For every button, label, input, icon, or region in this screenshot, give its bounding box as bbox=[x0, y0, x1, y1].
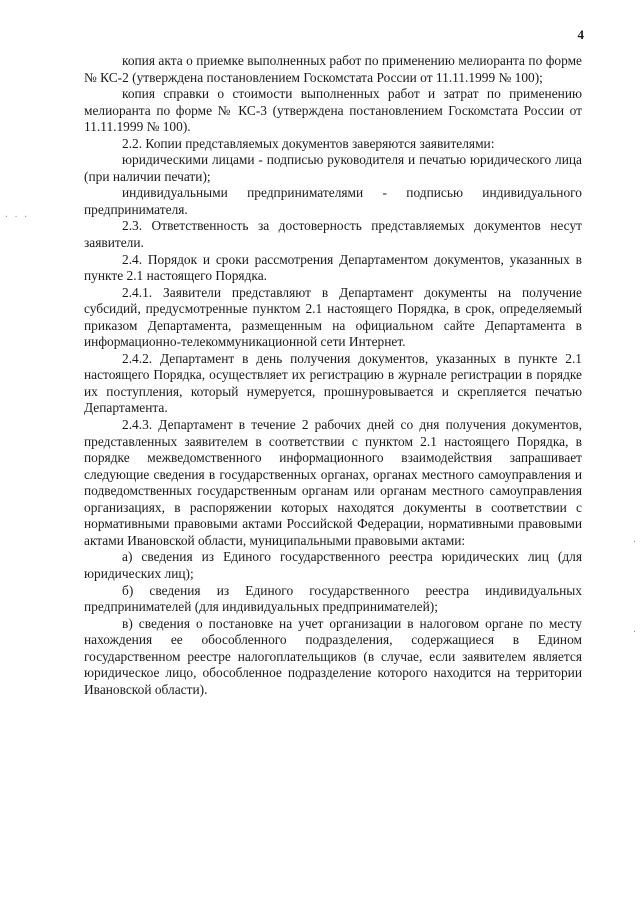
scan-speck: · · · bbox=[4, 212, 29, 221]
paragraph: 2.4.3. Департамент в течение 2 рабочих дней со дня получения документов, представленных заявителем в соответствии с пунктом 2.1 настоящего Порядка, в порядке межведомственного информационного взаимодействия запрашивает следующие сведения в государственных органах, органах местного самоуправления и подведомственных государственным органам или органам местного самоуправления организациях, в распоряжении которых находятся документы в соответствии с нормативными правовыми актами Российской Федерации, нормативными правовыми актами Ивановской области, муниципальными правовыми актами: bbox=[84, 417, 582, 548]
paragraph: 2.4.2. Департамент в день получения документов, указанных в пункте 2.1 настоящего Порядка, осуществляет их регистрацию в журнале регистрации в порядке их поступления, который нумеруется, прошнуровывается и скрепляется печатью Департамента. bbox=[84, 350, 582, 416]
paragraph: юридическими лицами - подписью руководителя и печатью юридического лица (при наличии печати); bbox=[84, 152, 582, 184]
body-text bbox=[84, 53, 582, 698]
paragraph: 2.4.1. Заявители представляют в Департамент документы на получение субсидий, предусмотренные пунктом 2.1 настоящего Порядка, в срок, определяемый приказом Департамента, размещенным на официальном сайте Департамента в информационно-телекоммуникационной сети Интернет. bbox=[84, 284, 582, 350]
paragraph: в) сведения о постановке на учет организации в налоговом органе по месту нахождения ее обособленного подразделения, содержащиеся в Едином государственном реестре налогоплательщиков (в случае, если заявителем является юридическое лицо, обособленное подразделение которого находится на территории Ивановской области). bbox=[84, 615, 582, 697]
paragraph: индивидуальными предпринимателями - подписью индивидуального предпринимателя. bbox=[84, 185, 582, 217]
scan-speck: · bbox=[632, 627, 637, 636]
paragraph: б) сведения из Единого государственного реестра индивидуальных предпринимателей (для индивидуальных предпринимателей); bbox=[84, 582, 582, 615]
paragraph: 2.3. Ответственность за достоверность представляемых документов несут заявители. bbox=[84, 218, 582, 251]
paragraph: 2.4. Порядок и сроки рассмотрения Департаментом документов, указанных в пункте 2.1 настоящего Порядка. bbox=[84, 251, 582, 284]
scan-speck: · bbox=[632, 537, 637, 546]
paragraph: копия справки о стоимости выполненных работ и затрат по применению мелиоранта по форме № КС-3 (утверждена постановлением Госкомстата России от 11.11.1999 № 100). bbox=[84, 86, 582, 135]
page-number: 4 bbox=[577, 27, 584, 42]
paragraph: копия акта о приемке выполненных работ по применению мелиоранта по форме № КС-2 (утверждена постановлением Госкомстата России от 11.11.1999 № 100); bbox=[84, 53, 582, 85]
paragraph: а) сведения из Единого государственного реестра юридических лиц (для юридических лиц); bbox=[84, 549, 582, 581]
paragraph: 2.2. Копии представляемых документов заверяются заявителями: bbox=[122, 135, 495, 151]
